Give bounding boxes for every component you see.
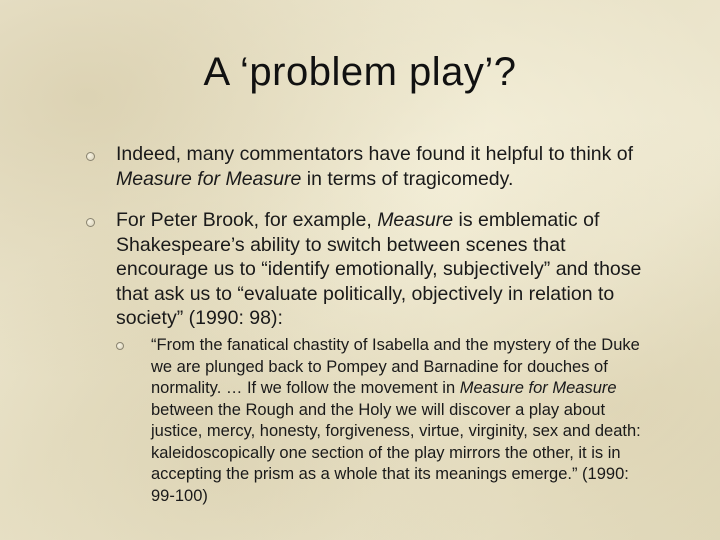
sub-bullet-marker-icon	[116, 342, 124, 350]
text-run: For Peter Brook, for example,	[116, 209, 378, 231]
text-run: is emblematic of Shakespeare’s ability to switch between scenes that encourage us to “identify emotionally, subjectively” and those that ask us to “evaluate politically, objectively in relation to society” (1990: 98):	[116, 209, 642, 329]
text-run: Indeed, many commentators have found it helpful to think of	[116, 143, 634, 165]
bullet-point	[116, 142, 656, 191]
text-run-italic: Measure for Measure	[459, 379, 617, 397]
bullet-marker-icon	[86, 218, 95, 227]
text-run-italic: Measure	[377, 209, 454, 231]
text-run: between the Rough and the Holy we will discover a play about justice, mercy, honesty, forgiveness, virtue, virginity, sex and death: kaleidoscopically one section of the play mirrors the other, it is in accepting the prism as a whole that its meanings emerge.” (1990: 99-100)	[151, 400, 641, 505]
text-run: in terms of tragicomedy.	[301, 167, 514, 190]
bullet-point	[116, 208, 656, 331]
text-run-italic: Measure for Measure	[116, 167, 302, 190]
slide-title: A ‘problem play’?	[203, 50, 517, 94]
quote-text	[151, 336, 641, 505]
text-run: “From the fanatical chastity of Isabella and the mystery of the Duke we are plunged back to Pompey and Barnadine for douches of normality. … If we follow the movement in	[151, 336, 640, 397]
bullet-text	[116, 143, 633, 190]
bullet-text	[116, 209, 641, 329]
bullet-marker-icon	[86, 152, 95, 161]
sub-bullet-quote	[151, 335, 651, 507]
